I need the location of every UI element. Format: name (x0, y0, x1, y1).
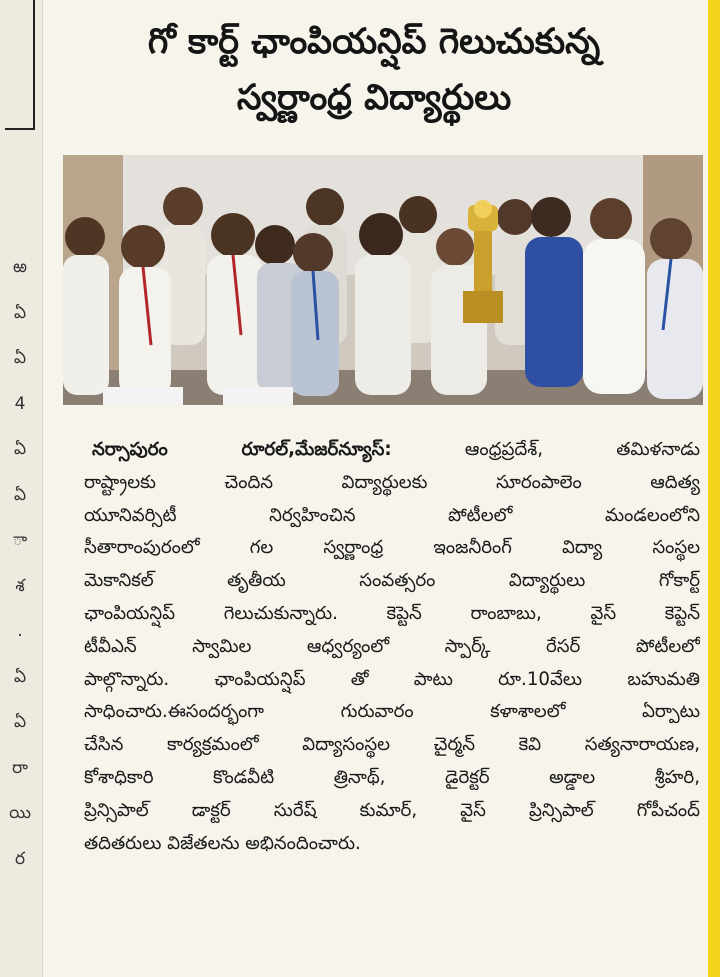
group-photo-illustration (63, 155, 703, 405)
headline-line-2: స్వర్ణాంధ్ర విద్యార్థులు (236, 78, 512, 118)
fragment: ఏ (13, 439, 27, 459)
fragment: యి (9, 803, 31, 823)
body-line-1 (84, 434, 700, 467)
headline (48, 14, 700, 126)
body-line-5: మెకానికల్ తృతీయ సంవత్సరం విద్యార్థులు గోకార్ట్ (84, 570, 700, 592)
fragment: ా (12, 530, 28, 550)
body-line-13: తదితరులు విజేతలను అభినందించారు. (84, 832, 361, 854)
dateline: నర్సాపురం రూరల్,మేజర్‌న్యూస్: (92, 439, 392, 460)
body-line-12: ప్రిన్సిపాల్ డాక్టర్ సురేష్ కుమార్, వైస్ ప్రిన్సిపాల్ గోపీచంద్ (84, 799, 700, 821)
headline-line-1: గో కార్ట్ ఛాంపియన్షిప్ గెలుచుకున్న (147, 22, 601, 62)
news-photo (63, 155, 703, 405)
body-line-4: సీతారాంపురంలో గల స్వర్ణాంధ్ర ఇంజనీరింగ్ విద్యా సంస్థల (84, 537, 700, 559)
body-line-6: ఛాంపియన్షిప్ గెలుచుకున్నారు. కెప్టెన్ రాంబాబు, వైస్ కెప్టెన్ (84, 602, 700, 624)
column-border-rule (5, 0, 35, 130)
fragment: ర (14, 848, 26, 869)
body-line-7: టీవీఎన్ స్వామిల ఆధ్వర్యంలో స్పార్క్ రేసర్ పోటీలలో (84, 635, 700, 657)
fragment: ఏ (13, 302, 27, 323)
body-line-1-text: ఆంధ్రప్రదేశ్, తమిళనాడు (391, 439, 700, 460)
body-line-10: చేసిన కార్యక్రమంలో విద్యాసంస్థల చైర్మన్ కెవి సత్యనారాయణ, (84, 734, 700, 756)
body-line-11: కోశాధికారి కొండవీటి త్రినాథ్, డైరెక్టర్ అడ్డాల శ్రీహరి, (84, 766, 700, 788)
fragment: ఏ (13, 348, 27, 368)
body-line-9: సాధించారు.ఈసందర్భంగా గురువారం కళాశాలలో ఏర్పాటు (84, 701, 700, 723)
fragment: శ (15, 575, 25, 596)
body-line-3: యూనివర్సిటీ నిర్వహించిన పోటీలలో మండలంలోని (84, 504, 700, 526)
fragment: ఏ (13, 666, 27, 687)
fragment: 4 (14, 393, 26, 414)
news-article (48, 0, 700, 977)
adjacent-column-strip (0, 0, 43, 977)
adjacent-column-fragments (6, 245, 34, 882)
page-edge-accent (708, 0, 720, 977)
fragment: ఏ (13, 712, 27, 732)
body-line-2: రాష్ట్రాలకు చెందిన విద్యార్థులకు సూరంపాలెం ఆదిత్య (84, 471, 700, 493)
fragment: ఱ (13, 257, 27, 277)
article-body (84, 434, 700, 860)
fragment: . (17, 621, 23, 641)
fragment: ఏ (13, 484, 27, 505)
body-line-8: పాల్గొన్నారు. ఛాంపియన్షిప్ తో పాటు రూ.10వేలు బహుమతి (84, 668, 700, 690)
fragment: రా (12, 757, 28, 778)
